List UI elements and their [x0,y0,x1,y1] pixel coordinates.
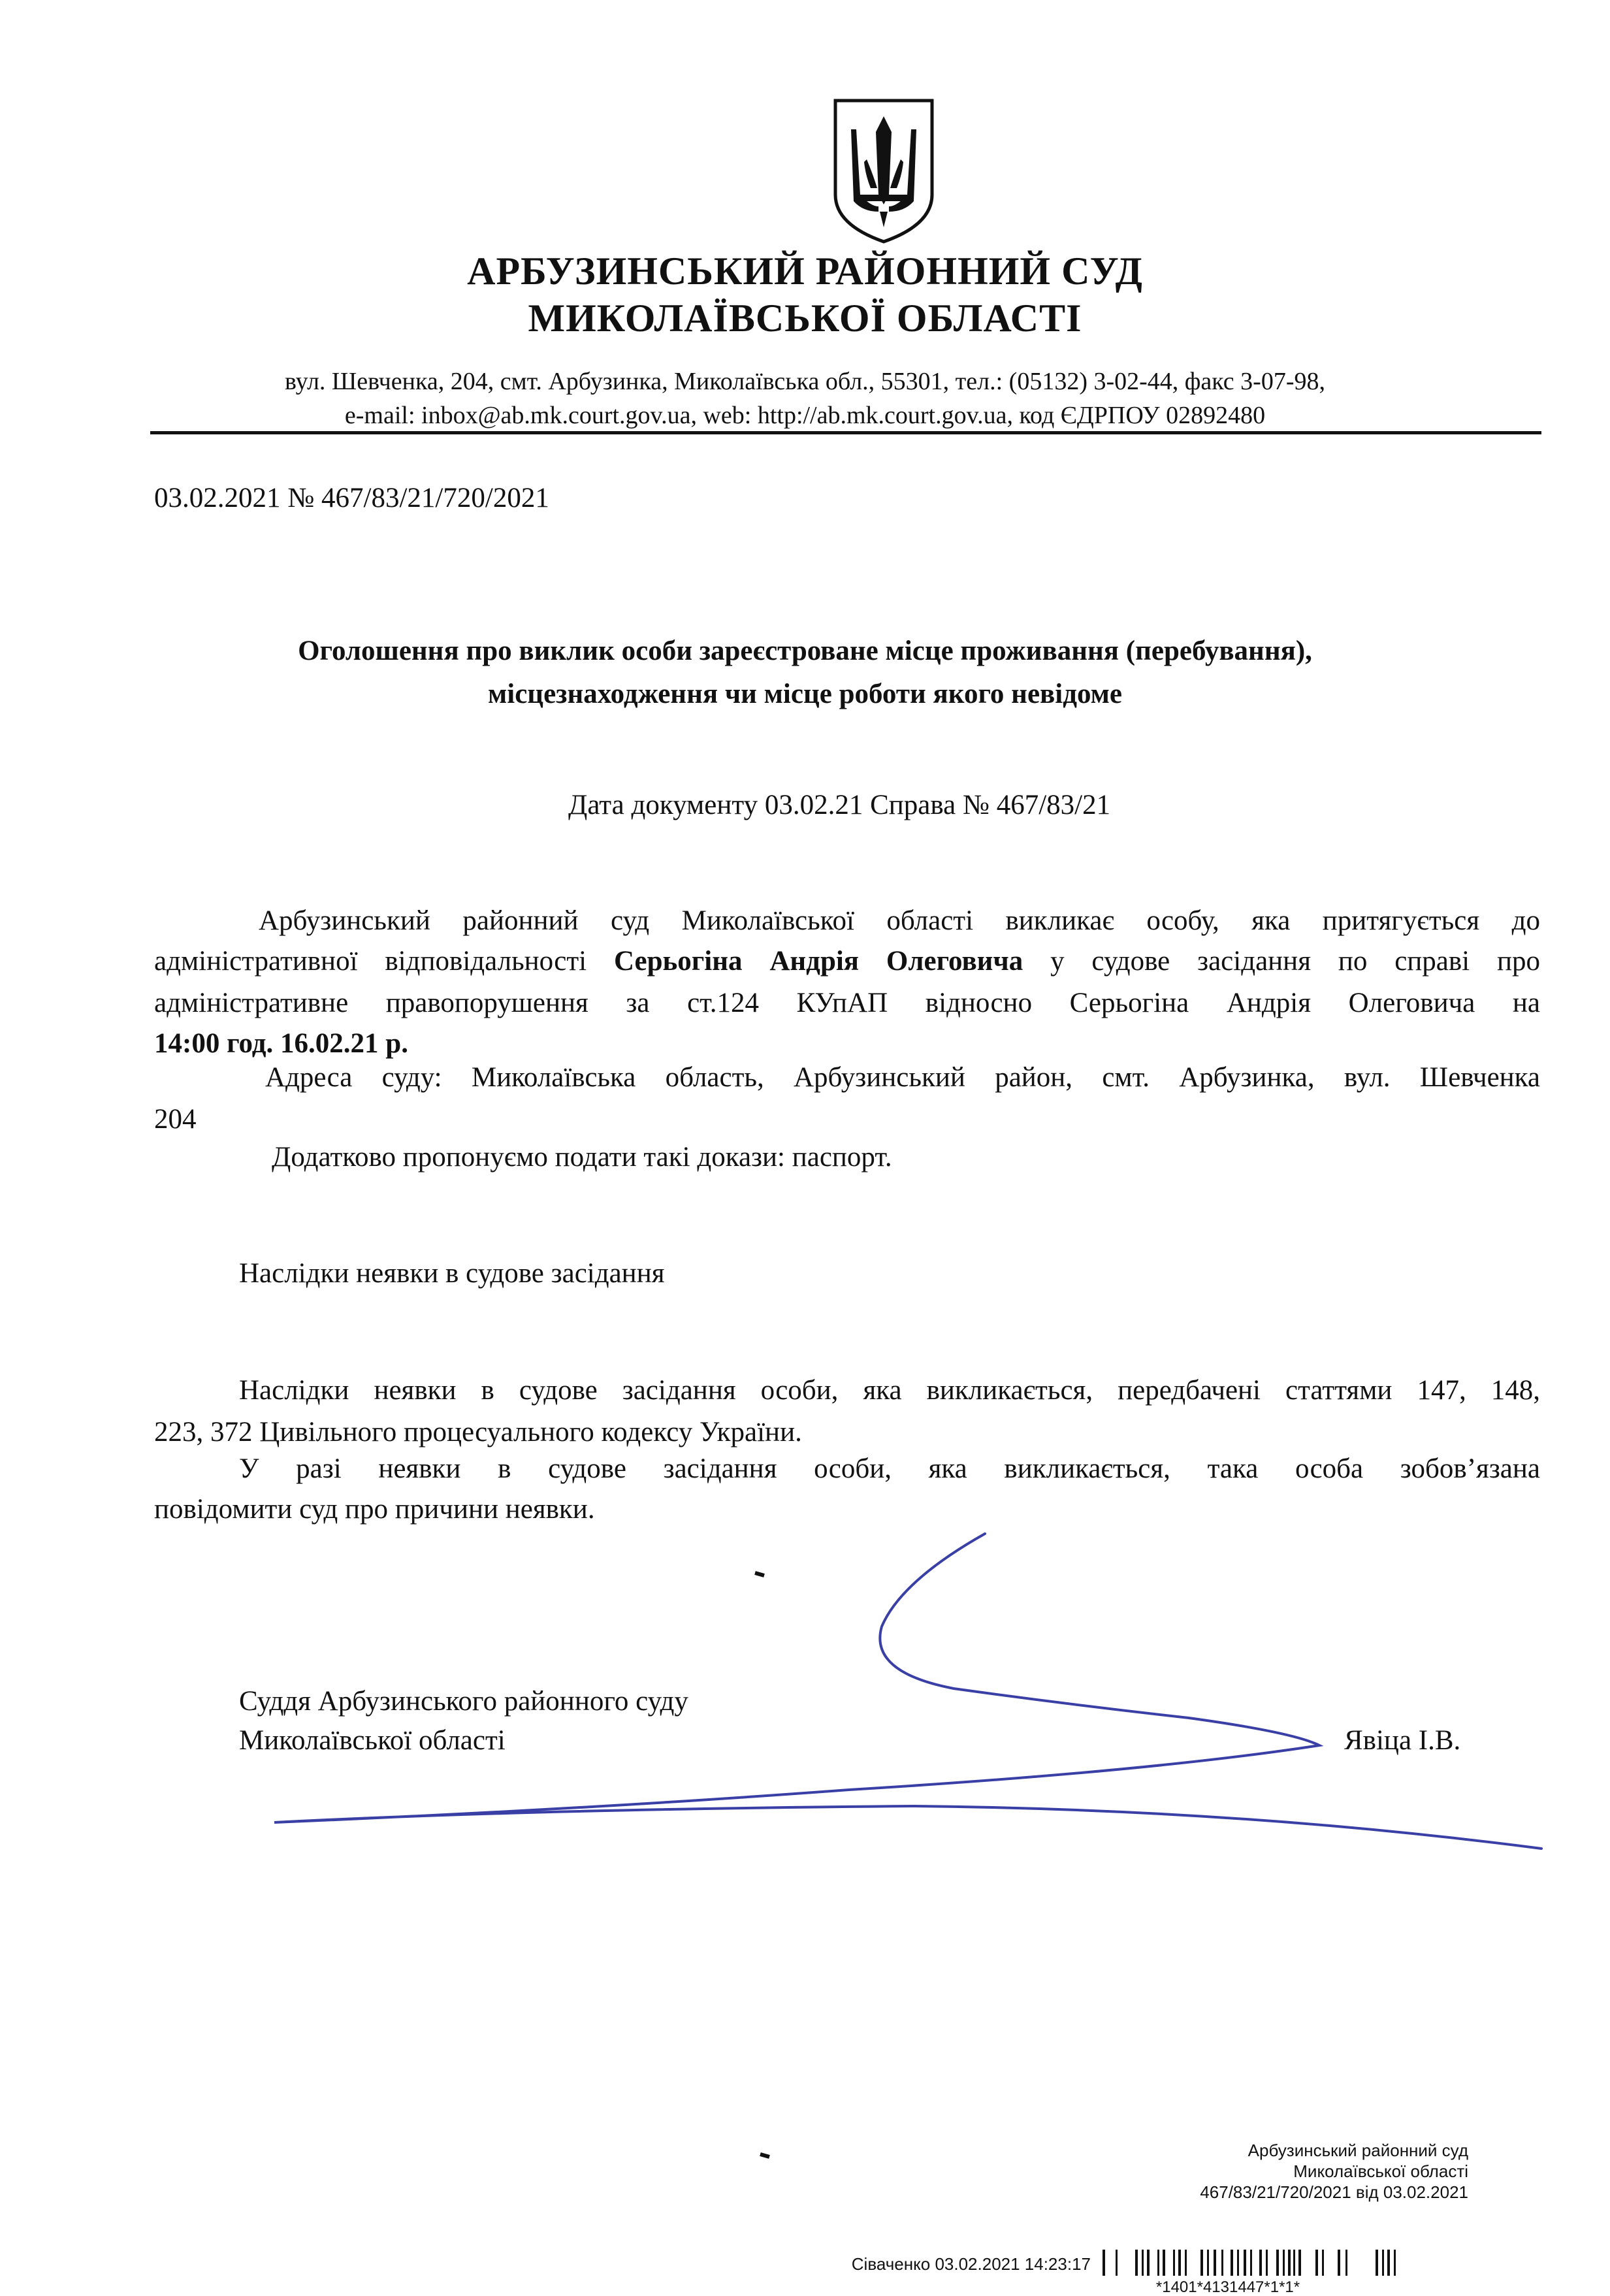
barcode-text: *1401*4131447*1*1* [1155,2278,1300,2296]
duty-line1: У разі неявки в судове засідання особи, яка викликається, така особа зобов’язана [239,1453,1540,1484]
signer-title-line1: Суддя Арбузинського районного суду [239,1686,688,1717]
court-contacts: e-mail: inbox@ab.mk.court.gov.ua, web: http://ab.mk.court.gov.ua, код ЄДРПОУ 02892480 [344,402,1266,429]
summons-text-a: адміністративної відповідальності [154,946,614,977]
outgoing-reference: 03.02.2021 № 467/83/21/720/2021 [154,483,549,513]
court-name-line1: АРБУЗИНСЬКИЙ РАЙОННИЙ СУД [467,250,1143,293]
summons-text-b: у судове засідання по справі про [1023,946,1540,977]
summons-line2 [154,943,1540,980]
duty-line2: повідомити суд про причини неявки. [154,1494,595,1525]
summons-line1: Арбузинський районний суд Миколаївської області викликає особу, яка притягується до [259,905,1540,936]
document-title-line2: місцезнаходження чи місце роботи якого невідоме [487,679,1123,709]
consequences-line2: 223, 372 Цивільного процесуального кодексу України. [154,1417,802,1447]
document-title-line1: Оголошення про виклик особи зареєстроване місце проживання (перебування), [298,636,1312,666]
document-date-case: Дата документу 03.02.21 Справа № 467/83/21 [568,790,1111,820]
stamp-court-line1: Арбузинський районний суд [1248,2141,1468,2160]
hearing-time: 14:00 год. 16.02.21 р. [154,1028,408,1059]
summons-line3: адміністративне правопорушення за ст.124 КУпАП відносно Серьогіна Андрія Олеговича на [154,988,1540,1018]
signer-name: Явіца І.В. [1344,1725,1461,1756]
header-divider [150,431,1541,434]
stamp-registration: 467/83/21/720/2021 від 03.02.2021 [1200,2182,1468,2202]
defendant-name: Серьогіна Андрія Олеговича [613,946,1023,977]
evidence-request: Додатково пропонуємо подати такі докази: паспорт. [272,1142,892,1172]
stamp-operator: Сіваченко 03.02.2021 14:23:17 [851,2254,1091,2274]
court-address-line1: Адреса суду: Миколаївська область, Арбузинський район, смт. Арбузинка, вул. Шевченка [265,1062,1540,1093]
court-address: вул. Шевченка, 204, смт. Арбузинка, Миколаївська обл., 55301, тел.: (05132) 3-02-44, факс 3-07-98, [285,368,1325,395]
consequences-line1: Наслідки неявки в судове засідання особи, яка викликається, передбачені статтями 147, 148, [239,1375,1540,1406]
stamp-court-line2: Миколаївської області [1293,2161,1468,2181]
consequences-heading: Наслідки неявки в судове засідання [239,1258,665,1289]
trident-coat-of-arms-icon [831,97,936,246]
court-name-line2: МИКОЛАЇВСЬКОЇ ОБЛАСТІ [528,297,1082,340]
court-address-line2: 204 [154,1104,197,1135]
barcode-icon [1103,2250,1560,2280]
signer-title-line2: Миколаївської області [239,1725,506,1756]
